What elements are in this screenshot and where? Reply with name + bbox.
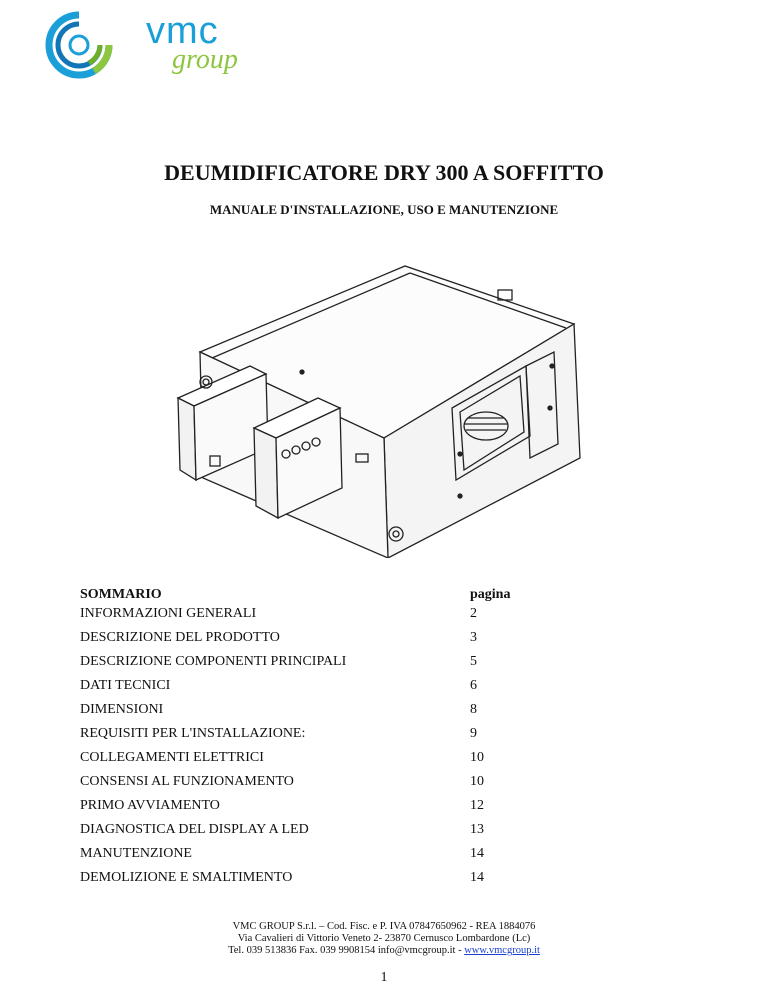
toc-row	[80, 842, 580, 866]
toc-item-page: 5	[470, 654, 477, 669]
toc-row	[80, 650, 580, 674]
toc-row	[80, 794, 580, 818]
swirl-logo-icon	[44, 10, 114, 80]
logo-brand-text: vmc	[146, 10, 219, 52]
toc-item-label: PRIMO AVVIAMENTO	[80, 798, 220, 813]
toc-item-page: 2	[470, 606, 477, 621]
footer-address: Via Cavalieri di Vittorio Veneto 2- 23870 Cernusco Lombardone (Lc)	[237, 933, 531, 944]
toc-item-page: 8	[470, 702, 477, 717]
toc-item-label: COLLEGAMENTI ELETTRICI	[80, 750, 264, 765]
footer-company: VMC GROUP S.r.l. – Cod. Fisc. e P. IVA 07847650962 - REA 1884076	[232, 921, 536, 932]
toc-item-page: 13	[470, 822, 484, 837]
table-of-contents	[80, 588, 580, 890]
toc-item-label: CONSENSI AL FUNZIONAMENTO	[80, 774, 294, 789]
toc-item-label: DESCRIZIONE COMPONENTI PRINCIPALI	[80, 654, 347, 669]
toc-item-label: MANUTENZIONE	[80, 846, 192, 861]
toc-item-page: 9	[470, 726, 477, 741]
toc-row	[80, 866, 580, 890]
document-title: DEUMIDIFICATORE DRY 300 A SOFFITTO	[164, 160, 604, 185]
logo-sub-text: group	[172, 44, 238, 75]
toc-row	[80, 818, 580, 842]
toc-row	[80, 698, 580, 722]
toc-item-page: 10	[470, 774, 484, 789]
toc-items	[80, 602, 580, 890]
toc-item-label: DIMENSIONI	[80, 702, 164, 717]
toc-item-page: 3	[470, 630, 477, 645]
toc-header	[80, 588, 580, 602]
toc-item-page: 14	[470, 846, 484, 861]
toc-row	[80, 722, 580, 746]
toc-row	[80, 770, 580, 794]
toc-item-page: 12	[470, 798, 484, 813]
toc-item-page: 6	[470, 678, 477, 693]
toc-item-page: 10	[470, 750, 484, 765]
document-subtitle: MANUALE D'INSTALLAZIONE, USO E MANUTENZIONE	[209, 202, 559, 217]
toc-item-label: DEMOLIZIONE E SMALTIMENTO	[80, 870, 293, 885]
vmc-group-logo	[44, 10, 238, 80]
toc-item-label: INFORMAZIONI GENERALI	[80, 606, 257, 621]
toc-item-label: DATI TECNICI	[80, 678, 171, 693]
footer-phone-fax-email: Tel. 039 513836 Fax. 039 9908154 info@vmcgroup.it -	[228, 945, 465, 956]
toc-row	[80, 746, 580, 770]
toc-heading: SOMMARIO	[80, 587, 162, 602]
toc-row	[80, 602, 580, 626]
page-number: 1	[380, 970, 388, 985]
footer	[0, 921, 768, 957]
footer-contacts	[0, 945, 768, 957]
toc-item-page: 14	[470, 870, 484, 885]
toc-item-label: REQUISITI PER L'INSTALLAZIONE:	[80, 726, 306, 741]
toc-page-heading: pagina	[470, 587, 511, 602]
website-link[interactable]: www.vmcgroup.it	[464, 945, 540, 956]
toc-row	[80, 674, 580, 698]
toc-item-label: DESCRIZIONE DEL PRODOTTO	[80, 630, 280, 645]
dehumidifier-unit-drawing	[170, 248, 610, 558]
toc-item-label: DIAGNOSTICA DEL DISPLAY A LED	[80, 822, 309, 837]
toc-row	[80, 626, 580, 650]
